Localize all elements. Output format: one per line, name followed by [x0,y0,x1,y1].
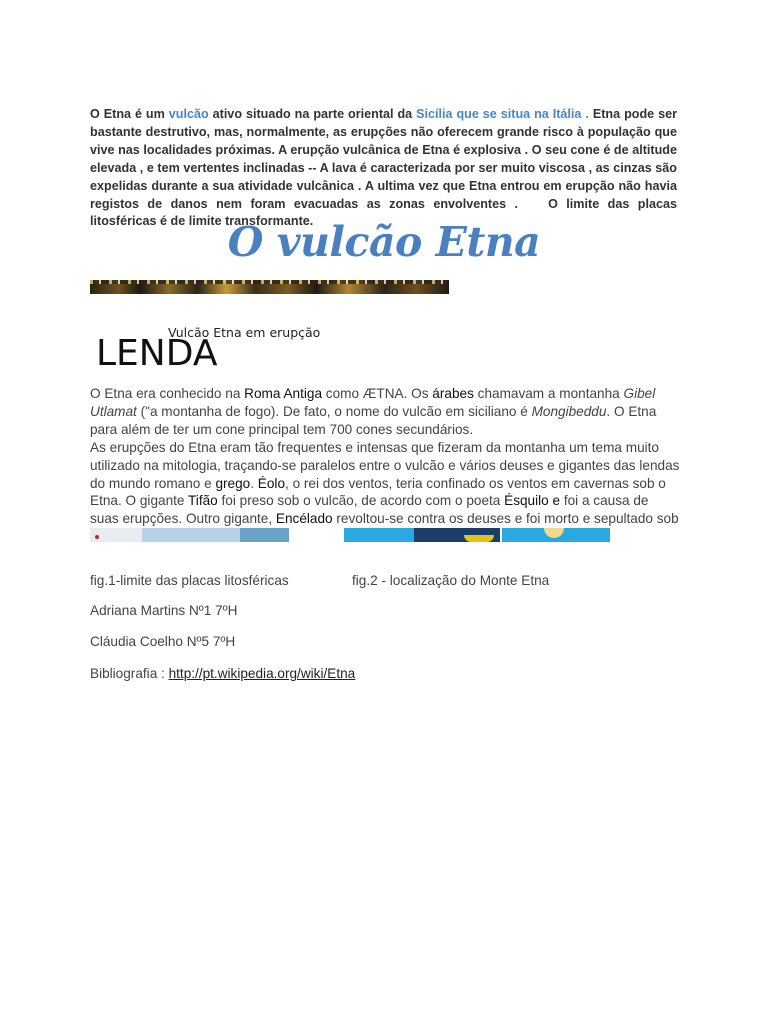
author-2: Cláudia Coelho Nº5 7ºH [90,634,236,649]
link-encelado[interactable]: Encélado [275,511,333,527]
plate-limits-map-image [90,528,289,542]
link-grego[interactable]: grego [215,475,251,491]
link-vulcao[interactable]: vulcão [168,107,209,121]
section-heading-lenda: LENDA [96,333,218,374]
intro-plate-limit: O limite das placas litosféricas é de limite transformante. [90,196,677,229]
bibliography-label: Bibliografia : [90,666,169,681]
bibliography-link[interactable]: http://pt.wikipedia.org/wiki/Etna [168,666,356,681]
eruption-photo [90,280,449,294]
bibliography [90,666,355,681]
figure-caption-1: fig.1-limite das placas litosféricas [90,573,289,588]
link-roma-antiga[interactable]: Roma Antiga [244,386,323,401]
link-sicilia[interactable]: Sicília que se situa na Itália . [416,107,589,121]
page-title: O vulcão Etna [227,218,541,266]
etna-location-map-image [344,528,610,542]
photo-caption: Vulcão Etna em erupção [168,325,321,340]
intro-paragraph [90,106,677,231]
legend-text [90,385,680,546]
intro-text: Etna pode ser bastante destrutivo, mas, normalmente, as erupções não oferecem grande risco à população que vive nas localidades próximas. A erupção vulcânica de Etna é explosiva . O seu cone é de altitude elevada , e tem vertentes inclinadas -- A lava é caracterizada por ser muito viscosa , as cinzas são expelidas durante a sua atividade vulcânica . A ultima vez que Etna entrou em erupção não havia registos de danos nem foram evacuadas as zonas envolventes . [90,107,678,211]
link-arabes[interactable]: árabes [432,386,474,401]
link-eolo[interactable]: Éolo [257,475,286,491]
legend-paragraph-1: O Etna era conhecido na Roma Antiga como ÆTNA. Os árabes chamavam a montanha Gibel Utlamat ("a montanha de fogo). De fato, o nome do vulcão em siciliano é Mongibeddu. O Etna para além de ter um cone principal tem 700 cones secundários. [90,386,657,437]
intro-text: ativo situado na parte oriental da [208,107,417,121]
legend-paragraph-2: As erupções do Etna eram tão frequentes e intensas que fizeram da montanha um tema muito utilizado na mitologia, traçando-se paralelos entre o vulcão e vários deuses e gigantes das lendas do mundo romano e grego. Éolo, o rei dos ventos, teria confinado os ventos em cavernas sob o Etna. O gigante Tifão foi preso sob o vulcão, de acordo com o poeta Ésquilo e foi a causa de suas erupções. Outro gigante, Encélado revoltou-se contra os deuses e foi morto e sepultado sob [90,439,680,527]
intro-text: O Etna é um [90,107,169,121]
link-tifao[interactable]: Tifão [188,493,218,509]
link-esquilo[interactable]: Ésquilo e [504,493,561,509]
figure-caption-2: fig.2 - localização do Monte Etna [352,573,550,588]
author-1: Adriana Martins Nº1 7ºH [90,603,238,618]
